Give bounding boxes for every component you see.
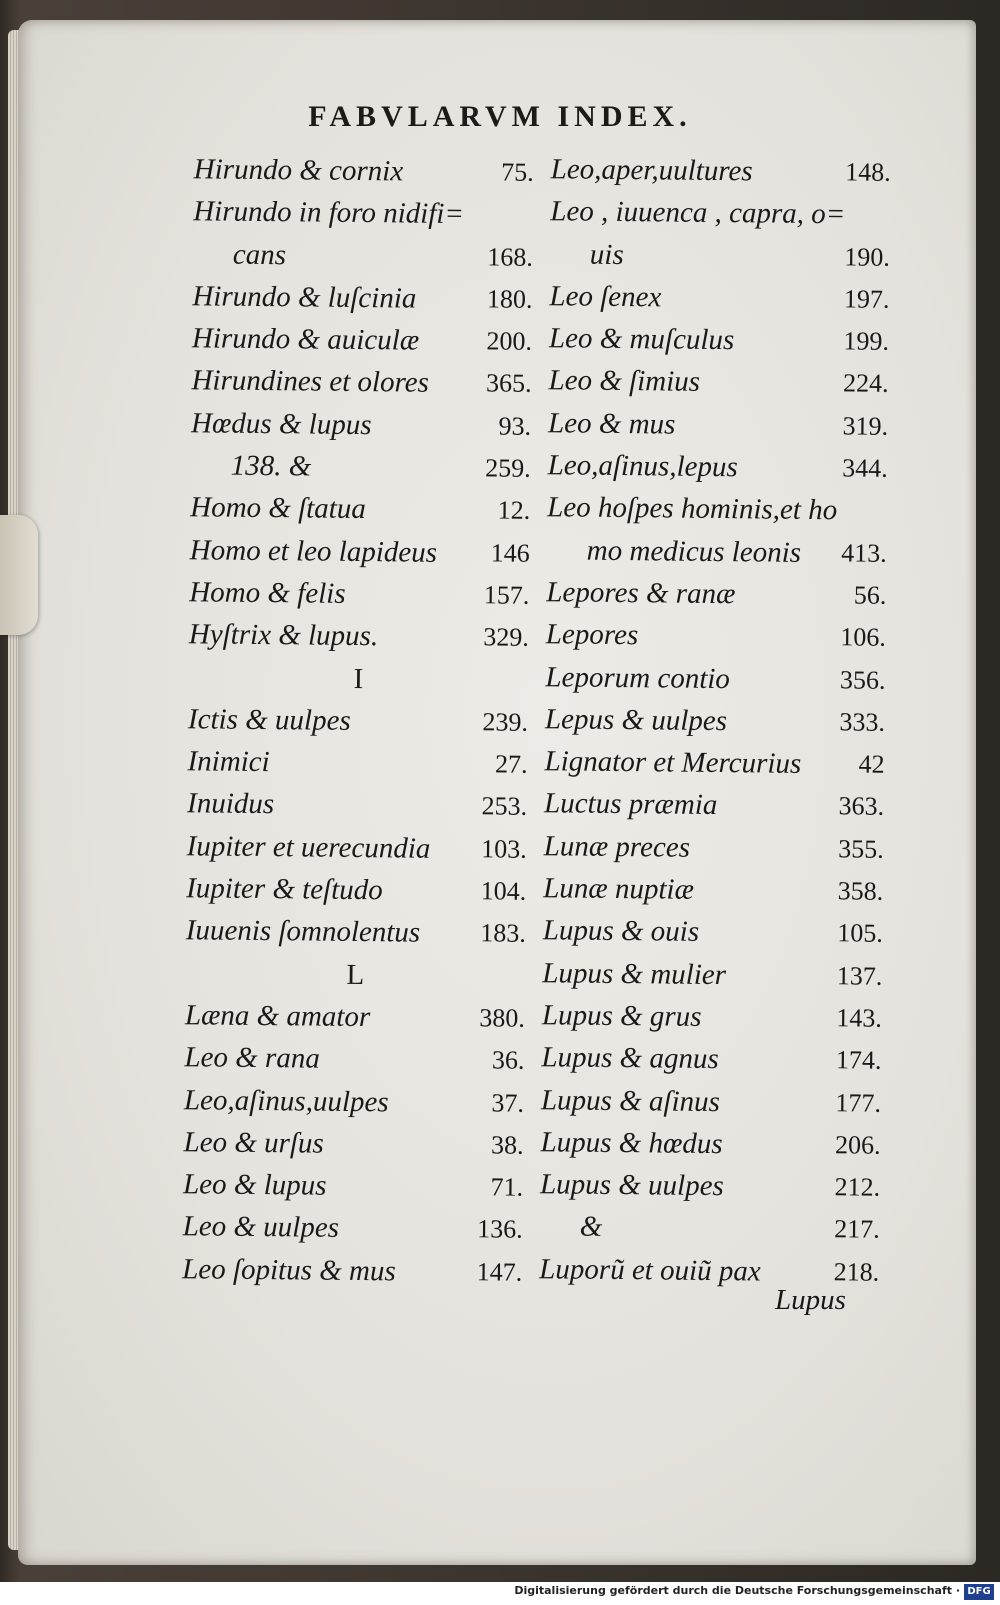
index-entry <box>184 1036 524 1082</box>
entry-page-number: 197. <box>843 284 890 314</box>
entry-title: Hœdus & lupus <box>190 407 372 441</box>
entry-page-number: 199. <box>843 326 890 356</box>
entry-title: Lupus & agnus <box>541 1041 719 1076</box>
entry-page-number: 253. <box>481 791 528 822</box>
section-letter <box>185 952 525 998</box>
entry-title: Leporum contio <box>545 660 731 695</box>
index-entry <box>543 867 883 913</box>
index-entry <box>549 317 889 363</box>
index-entry <box>546 571 886 617</box>
entry-page-number: 355. <box>838 834 884 864</box>
page-tab-marker <box>0 515 38 635</box>
entry-page-number: 380. <box>479 1003 526 1033</box>
index-entry <box>193 233 533 279</box>
entry-title: Homo & felis <box>189 576 346 610</box>
catchword: Lupus <box>775 1284 846 1316</box>
entry-title: Leo & muſculus <box>548 322 735 357</box>
entry-title: Leo & lupus <box>182 1168 327 1202</box>
entry-page-number: 27. <box>494 749 528 779</box>
entry-page-number: 177. <box>835 1087 882 1118</box>
index-entry <box>542 994 882 1040</box>
index-entry <box>186 867 526 913</box>
index-entry <box>543 825 883 871</box>
entry-page-number: 212. <box>834 1172 881 1202</box>
entry-page-number: 12. <box>497 495 531 526</box>
entry-title: Iuuenis ſomnolentus <box>185 914 421 950</box>
entry-page-number: 104. <box>480 876 527 906</box>
entry-page-number: 358. <box>837 876 884 906</box>
index-entry <box>188 698 528 744</box>
entry-title: Lepus & uulpes <box>544 703 728 737</box>
entry-page-number: 356. <box>839 664 886 695</box>
entry-title: Hirundo & auiculæ <box>191 322 420 357</box>
index-entry <box>192 317 532 363</box>
index-entry <box>547 529 887 575</box>
index-entry <box>548 360 888 406</box>
index-entry <box>543 910 883 956</box>
index-column-left <box>182 148 534 1294</box>
entry-page-number: 71. <box>490 1172 524 1202</box>
entry-page-number: 157. <box>483 580 530 610</box>
index-entry <box>193 191 533 237</box>
entry-title: Luctus præmia <box>543 787 718 822</box>
entry-page-number: 36. <box>491 1045 525 1075</box>
entry-page-number: 183. <box>480 918 526 949</box>
entry-title: Hirundines et olores <box>191 364 430 400</box>
entry-title: Lupus & uulpes <box>539 1168 724 1203</box>
entry-page-number: 148. <box>845 157 891 187</box>
entry-page-number: 143. <box>836 1003 883 1033</box>
entry-title: Leo hoſpes hominis,et ho <box>547 491 838 527</box>
entry-title: mo medicus leonis <box>586 534 802 569</box>
entry-title: cans <box>232 238 287 271</box>
section-letter <box>188 656 528 702</box>
index-entry <box>190 444 530 490</box>
index-entry <box>190 529 530 575</box>
index-entry <box>194 148 534 194</box>
entry-title: Leo,aper,uultures <box>550 153 753 188</box>
dfg-logo: DFG <box>964 1584 994 1600</box>
entry-title: Læna & amator <box>184 999 371 1034</box>
entry-title: Lupus & hœdus <box>540 1126 723 1160</box>
entry-title: Leo ſenex <box>549 280 662 314</box>
index-entry <box>544 740 884 786</box>
index-entry <box>183 1121 523 1167</box>
index-entry <box>549 275 889 321</box>
index-entry <box>544 783 884 829</box>
index-entry <box>545 698 885 744</box>
index-entry <box>542 952 882 998</box>
entry-page-number: 259. <box>485 453 531 483</box>
index-entry <box>541 1079 881 1125</box>
entry-title: Lunæ preces <box>543 829 691 864</box>
index-entry <box>183 1163 523 1209</box>
entry-page-number: 224. <box>842 368 889 399</box>
index-entry <box>547 444 887 490</box>
index-entry <box>546 613 886 659</box>
entry-title: Lepores <box>545 618 639 652</box>
index-entry <box>187 740 527 786</box>
entry-page-number: 103. <box>481 834 527 864</box>
entry-page-number: 38. <box>490 1130 524 1160</box>
entry-page-number: 174. <box>835 1045 882 1075</box>
entry-page-number: 329. <box>483 622 530 653</box>
entry-page-number: 37. <box>491 1087 525 1118</box>
entry-page-number: 137. <box>836 960 883 991</box>
entry-title: Iupiter & teſtudo <box>186 872 383 907</box>
entry-page-number: 146 <box>490 538 530 568</box>
index-entry <box>540 1121 880 1167</box>
entry-title: Lignator et Mercurius <box>544 745 802 781</box>
index-entry <box>540 1163 880 1209</box>
index-entry <box>551 148 891 194</box>
entry-title: Inimici <box>187 745 270 779</box>
entry-title: Homo et leo lapideus <box>189 533 438 569</box>
entry-title: Leo & rana <box>184 1041 320 1075</box>
index-column-right <box>539 148 891 1294</box>
index-entry <box>184 1079 524 1125</box>
entry-title: Leo,aſinus,lepus <box>547 449 738 484</box>
entry-page-number: 180. <box>486 284 533 314</box>
index-entry <box>545 656 885 702</box>
entry-title: L <box>346 958 365 991</box>
entry-title: Luporũ et ouiũ pax <box>539 1252 761 1288</box>
entry-title: Leo & urſus <box>183 1126 324 1160</box>
entry-title: Lunæ nuptiæ <box>543 872 695 906</box>
entry-title: I <box>353 662 364 695</box>
entry-page-number: 413. <box>841 537 887 568</box>
index-entry <box>189 613 529 659</box>
index-entry <box>190 487 530 533</box>
entry-title: Hirundo & luſcinia <box>192 280 417 315</box>
index-entry <box>539 1206 879 1252</box>
entry-title: Leo & mus <box>547 407 676 441</box>
entry-page-number: 106. <box>840 622 887 653</box>
index-entry <box>182 1206 522 1252</box>
entry-title: Ictis & uulpes <box>187 703 351 737</box>
index-entry <box>185 994 525 1040</box>
index-entry <box>187 783 527 829</box>
entry-page-number: 200. <box>486 326 533 356</box>
entry-page-number: 93. <box>498 411 532 441</box>
entry-title: Lupus & ouis <box>542 914 700 949</box>
index-entry <box>192 275 532 321</box>
entry-title: Homo & ſtatua <box>190 491 367 526</box>
index-entry <box>550 233 890 279</box>
entry-title: uis <box>589 238 624 271</box>
entry-title: & <box>579 1211 603 1244</box>
entry-page-number: 365. <box>485 368 532 399</box>
index-entry <box>186 910 526 956</box>
entry-title: Leo ſopitus & mus <box>182 1252 396 1288</box>
index-entry <box>548 402 888 448</box>
entry-page-number: 217. <box>834 1214 880 1245</box>
entry-title: Leo,aſinus,uulpes <box>183 1083 389 1118</box>
entry-title: Leo , iuuenca , capra, o= <box>550 195 846 231</box>
entry-title: Hirundo in foro nidifi= <box>193 195 465 231</box>
entry-title: Hirundo & cornix <box>193 153 404 188</box>
index-entry <box>189 571 529 617</box>
entry-page-number: 319. <box>842 411 889 441</box>
index-entry <box>191 402 531 448</box>
entry-page-number: 190. <box>844 241 891 272</box>
entry-page-number: 344. <box>842 453 888 483</box>
entry-page-number: 105. <box>837 918 883 949</box>
entry-page-number: 136. <box>477 1214 523 1245</box>
entry-page-number: 75. <box>501 157 534 187</box>
footer-credit: Digitalisierung gefördert durch die Deutsche Forschungsgemeinschaft · <box>514 1584 960 1597</box>
running-head: FABVLARVM INDEX. <box>308 100 692 133</box>
index-entry <box>186 825 526 871</box>
entry-title: 138. & <box>230 449 312 483</box>
index-entry <box>547 487 887 533</box>
entry-title: Hyſtrix & lupus. <box>188 618 379 653</box>
index-entry <box>191 360 531 406</box>
index-entry <box>182 1248 522 1294</box>
entry-title: Lepores & ranæ <box>546 576 736 611</box>
entry-page-number: 363. <box>838 791 885 822</box>
entry-title: Lupus & aſinus <box>540 1083 721 1118</box>
entry-page-number: 239. <box>482 707 529 737</box>
entry-page-number: 147. <box>476 1256 523 1287</box>
entry-page-number: 56. <box>853 580 887 610</box>
entry-title: Lupus & grus <box>541 999 702 1033</box>
entry-page-number: 168. <box>487 241 534 272</box>
entry-title: Lupus & mulier <box>542 956 727 991</box>
entry-title: Iupiter et uerecundia <box>186 829 431 865</box>
entry-page-number: 333. <box>839 707 886 737</box>
entry-page-number: 206. <box>834 1130 881 1160</box>
entry-title: Leo & uulpes <box>182 1210 340 1245</box>
entry-title: Inuidus <box>186 787 275 821</box>
entry-page-number: 218. <box>833 1256 880 1287</box>
index-entry <box>541 1036 881 1082</box>
entry-title: Leo & ſimius <box>548 364 701 399</box>
index-entry <box>550 191 890 237</box>
entry-page-number: 42 <box>858 749 885 779</box>
